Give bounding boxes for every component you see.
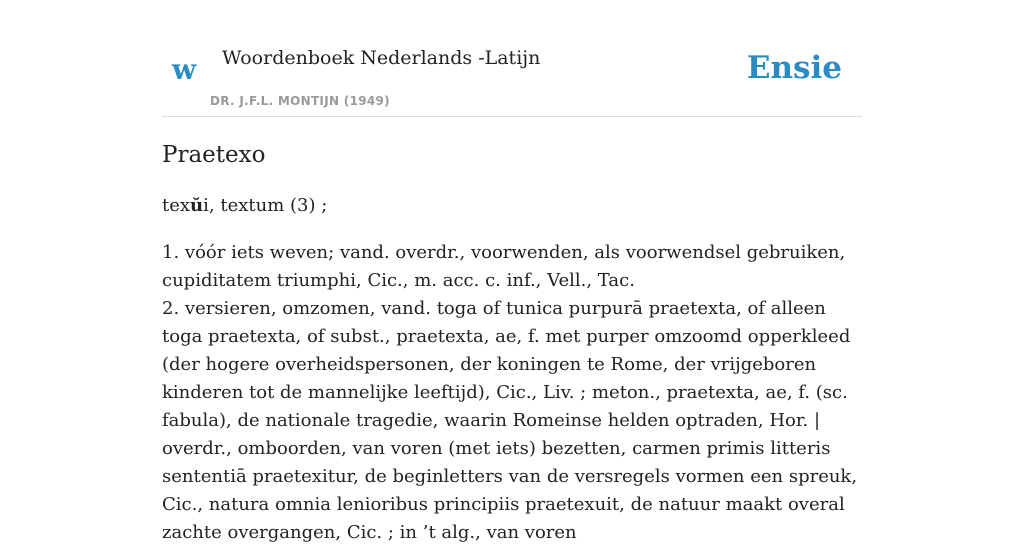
dictionary-header [162, 0, 862, 117]
forms-prefix: tex [162, 195, 191, 216]
forms-suffix: i, textum (3) ; [203, 195, 328, 216]
dictionary-entry-card [162, 0, 862, 543]
ensie-brand-logo[interactable]: Ensie [746, 50, 842, 86]
dictionary-author: DR. J.F.L. MONTIJN (1949) [210, 94, 390, 108]
forms-bold-vowel: ŭ [190, 195, 204, 216]
entry-grammatical-forms [162, 193, 327, 219]
dictionary-title[interactable]: Woordenboek Nederlands -Latijn [222, 47, 541, 69]
entry-headword: Praetexo [162, 142, 266, 168]
definition-sense-1: 1. vóór iets weven; vand. overdr., voorwenden, als voorwendsel gebruiken, cupiditatem triumphi, Cic., m. acc. c. inf., Vell., Tac. [162, 242, 846, 291]
entry-definition [162, 239, 862, 547]
dictionary-logo-icon[interactable]: w [172, 53, 197, 86]
definition-sense-2: 2. versieren, omzomen, vand. toga of tunica purpurā praetexta, of alleen toga praetexta, of subst., praetexta, ae, f. met purper omzoomd opperkleed (der hogere overheidspersonen, der koningen te Rome, der vrijgeboren kinderen tot de mannelijke leeftijd), Cic., Liv. ; meton., praetexta, ae, f. (sc. fabula), de nationale tragedie, waarin Romeinse helden optraden, Hor. | overdr., omboorden, van voren (met iets) bezetten, carmen primis litteris sententiā praetexitur, de beginletters van de versregels vormen een spreuk, Cic., natura omnia lenioribus principiis praetexuit, de natuur maakt overal zachte overgangen, Cic. ; in ’t alg., van voren [162, 298, 858, 543]
